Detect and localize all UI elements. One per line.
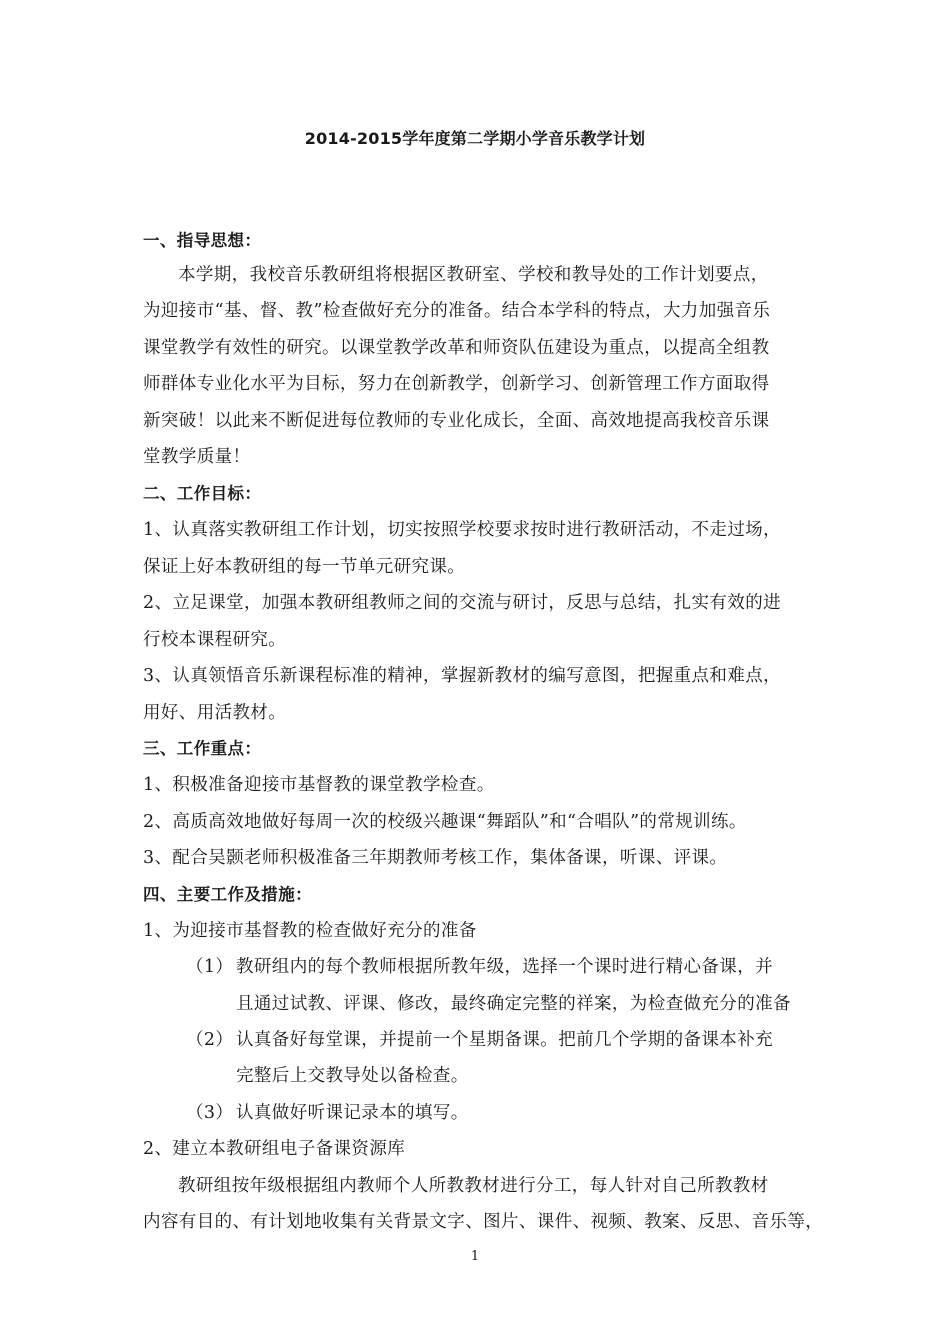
sub-item — [186, 1028, 826, 1052]
sub-item — [186, 955, 826, 979]
list-line: 2、立足课堂，加强本教研组教师之间的交流与研讨，反思与总结，扎实有效的进 — [143, 593, 782, 613]
list-line: 3、认真领悟音乐新课程标准的精神，掌握新教材的编写意图，把握重点和难点， — [143, 666, 782, 686]
section-heading-guiding-ideology: 一、指导思想： — [143, 231, 262, 250]
sub-item-number: （3） — [186, 1103, 234, 1123]
paragraph-line: 新突破！以此来不断促进每位教师的专业化成长，全面、高效地提高我校音乐课 — [143, 411, 770, 431]
paragraph-line: 堂教学质量！ — [143, 447, 251, 467]
sub-item-text: 认真备好每堂课，并提前一个星期备课。把前几个学期的备课本补充 — [236, 1030, 773, 1050]
list-line: 行校本课程研究。 — [143, 630, 287, 650]
paragraph-line: 师群体专业化水平为目标，努力在创新教学，创新学习、创新管理工作方面取得 — [143, 374, 770, 394]
list-line: 2、建立本教研组电子备课资源库 — [143, 1139, 406, 1159]
list-line: 2、高质高效地做好每周一次的校级兴趣课“舞蹈队”和“合唱队”的常规训练。 — [143, 812, 747, 832]
paragraph-line: 课堂教学有效性的研究。以课堂教学改革和师资队伍建设为重点，以提高全组教 — [143, 338, 770, 358]
sub-item-continuation: 完整后上交教导处以备检查。 — [236, 1066, 469, 1086]
page-number: 1 — [470, 1249, 480, 1264]
sub-item-text: 认真做好听课记录本的填写。 — [236, 1103, 469, 1123]
list-line: 1、认真落实教研组工作计划，切实按照学校要求按时进行教研活动，不走过场， — [143, 520, 782, 540]
section-heading-main-work: 四、主要工作及措施： — [143, 885, 312, 904]
section-heading-work-focus: 三、工作重点： — [143, 739, 262, 758]
list-line: 3、配合吴颢老师积极准备三年期教师考核工作，集体备课，听课、评课。 — [143, 848, 728, 868]
document-title: 2014-2015学年度第二学期小学音乐教学计划 — [304, 129, 646, 148]
list-line: 1、为迎接市基督教的检查做好充分的准备 — [143, 921, 477, 941]
paragraph-line: 为迎接市“基、督、教”检查做好充分的准备。结合本学科的特点，大力加强音乐 — [143, 301, 771, 321]
paragraph-line: 本学期，我校音乐教研组将根据区教研室、学校和教导处的工作计划要点， — [178, 265, 769, 285]
sub-item-text: 教研组内的每个教师根据所教年级，选择一个课时进行精心备课，并 — [236, 957, 773, 977]
list-line: 保证上好本教研组的每一节单元研究课。 — [143, 557, 466, 577]
list-line: 用好、用活教材。 — [143, 703, 287, 723]
sub-item-number: （2） — [186, 1030, 234, 1050]
list-line: 1、积极准备迎接市基督教的课堂教学检查。 — [143, 775, 495, 795]
sub-item — [186, 1101, 826, 1125]
paragraph-line: 内容有目的、有计划地收集有关背景文字、图片、课件、视频、教案、反思、音乐等， — [143, 1212, 824, 1232]
paragraph-line: 教研组按年级根据组内教师个人所教教材进行分工，每人针对自己所教教材 — [178, 1176, 769, 1196]
section-heading-work-goals: 二、工作目标： — [143, 484, 262, 503]
sub-item-number: （1） — [186, 957, 234, 977]
sub-item-continuation: 且通过试教、评课、修改，最终确定完整的祥案，为检查做充分的准备 — [236, 994, 791, 1014]
